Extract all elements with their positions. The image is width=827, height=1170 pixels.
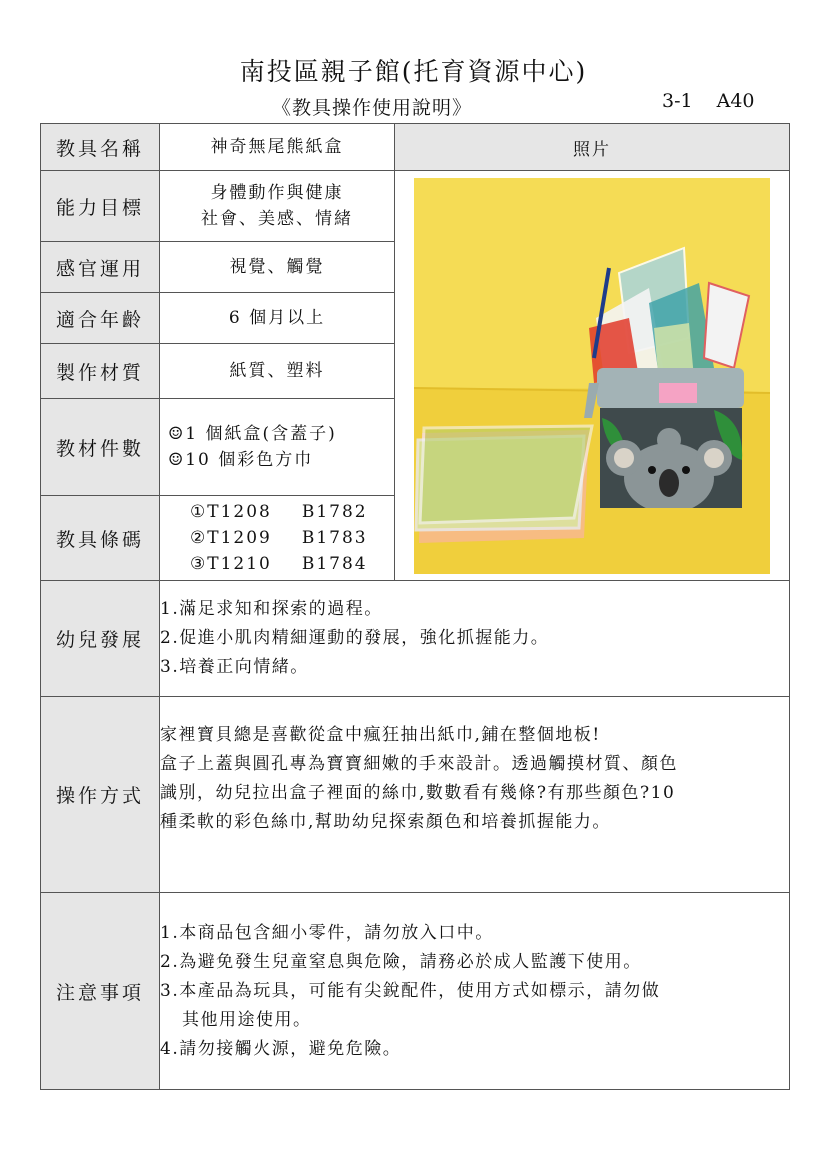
pieces-line: ☺1 個紙盒(含蓋子) bbox=[168, 424, 337, 444]
barcode-row bbox=[160, 499, 394, 525]
notes-line: 其他用途使用。 bbox=[182, 1009, 312, 1030]
operation-line: 盒子上蓋與圓孔專為寶寶細嫩的手來設計。透過觸摸材質、顏色 bbox=[160, 754, 678, 774]
toy-code: ①T1208 bbox=[190, 502, 272, 522]
instruction-table bbox=[40, 123, 790, 1090]
ability-value bbox=[160, 171, 395, 242]
book-code: B1784 bbox=[301, 554, 368, 574]
notes-line: 2.為避免發生兒童窒息與危險，請務必於成人監護下使用。 bbox=[160, 951, 642, 972]
pieces-value bbox=[160, 399, 395, 496]
koala-tissue-box-image bbox=[414, 178, 770, 574]
document-subtitle: 《教具操作使用說明》 bbox=[272, 97, 473, 119]
name-value: 神奇無尾熊紙盒 bbox=[160, 124, 395, 171]
development-line: 2.促進小肌肉精細運動的發展，強化抓握能力。 bbox=[160, 628, 550, 648]
operation-line: 種柔軟的彩色絲巾,幫助幼兒探索顏色和培養抓握能力。 bbox=[160, 812, 611, 832]
operation-line: 家裡寶貝總是喜歡從盒中瘋狂抽出紙巾,鋪在整個地板! bbox=[160, 725, 601, 745]
notes-line: 4.請勿接觸火源，避免危險。 bbox=[160, 1038, 402, 1059]
operation-text bbox=[160, 697, 790, 893]
notes-text bbox=[160, 893, 790, 1090]
notes-label: 注意事項 bbox=[41, 893, 160, 1090]
toy-code: ③T1210 bbox=[190, 554, 272, 574]
age-value: 6 個月以上 bbox=[160, 293, 395, 344]
operation-line: 識別，幼兒拉出盒子裡面的絲巾,數數看有幾條?有那些顏色?10 bbox=[160, 783, 676, 803]
ability-line: 社會、美感、情緒 bbox=[201, 209, 353, 229]
development-text bbox=[160, 581, 790, 697]
document-code bbox=[662, 90, 779, 112]
document-title: 南投區親子館(托育資源中心) bbox=[239, 57, 588, 86]
barcode-row bbox=[160, 525, 394, 551]
ability-label: 能力目標 bbox=[41, 171, 160, 242]
name-label: 教具名稱 bbox=[41, 124, 160, 171]
barcode-value bbox=[160, 496, 395, 581]
book-code: B1783 bbox=[301, 528, 368, 548]
notes-line: 3.本產品為玩具，可能有尖銳配件，使用方式如標示，請勿做 bbox=[160, 980, 661, 1001]
operation-label: 操作方式 bbox=[41, 697, 160, 893]
barcode-row bbox=[160, 551, 394, 577]
material-label: 製作材質 bbox=[41, 344, 160, 399]
ability-line: 身體動作與健康 bbox=[210, 183, 344, 203]
development-line: 3.培養正向情緒。 bbox=[160, 657, 309, 677]
development-line: 1.滿足求知和探索的過程。 bbox=[160, 599, 383, 619]
notes-line: 1.本商品包含細小零件，請勿放入口中。 bbox=[160, 922, 494, 943]
code-series: 3-1 bbox=[662, 90, 693, 112]
pieces-line: ☺10 個彩色方巾 bbox=[168, 450, 314, 470]
development-label: 幼兒發展 bbox=[41, 581, 160, 697]
toy-code: ②T1209 bbox=[190, 528, 272, 548]
senses-label: 感官運用 bbox=[41, 242, 160, 293]
code-id: A40 bbox=[716, 90, 755, 112]
product-photo bbox=[395, 171, 790, 581]
senses-value: 視覺、觸覺 bbox=[160, 242, 395, 293]
book-code: B1782 bbox=[301, 502, 368, 522]
age-label: 適合年齡 bbox=[41, 293, 160, 344]
photo-label: 照片 bbox=[395, 124, 790, 171]
material-value: 紙質、塑料 bbox=[160, 344, 395, 399]
barcode-label: 教具條碼 bbox=[41, 496, 160, 581]
pieces-label: 教材件數 bbox=[41, 399, 160, 496]
photo-frame bbox=[414, 178, 770, 574]
